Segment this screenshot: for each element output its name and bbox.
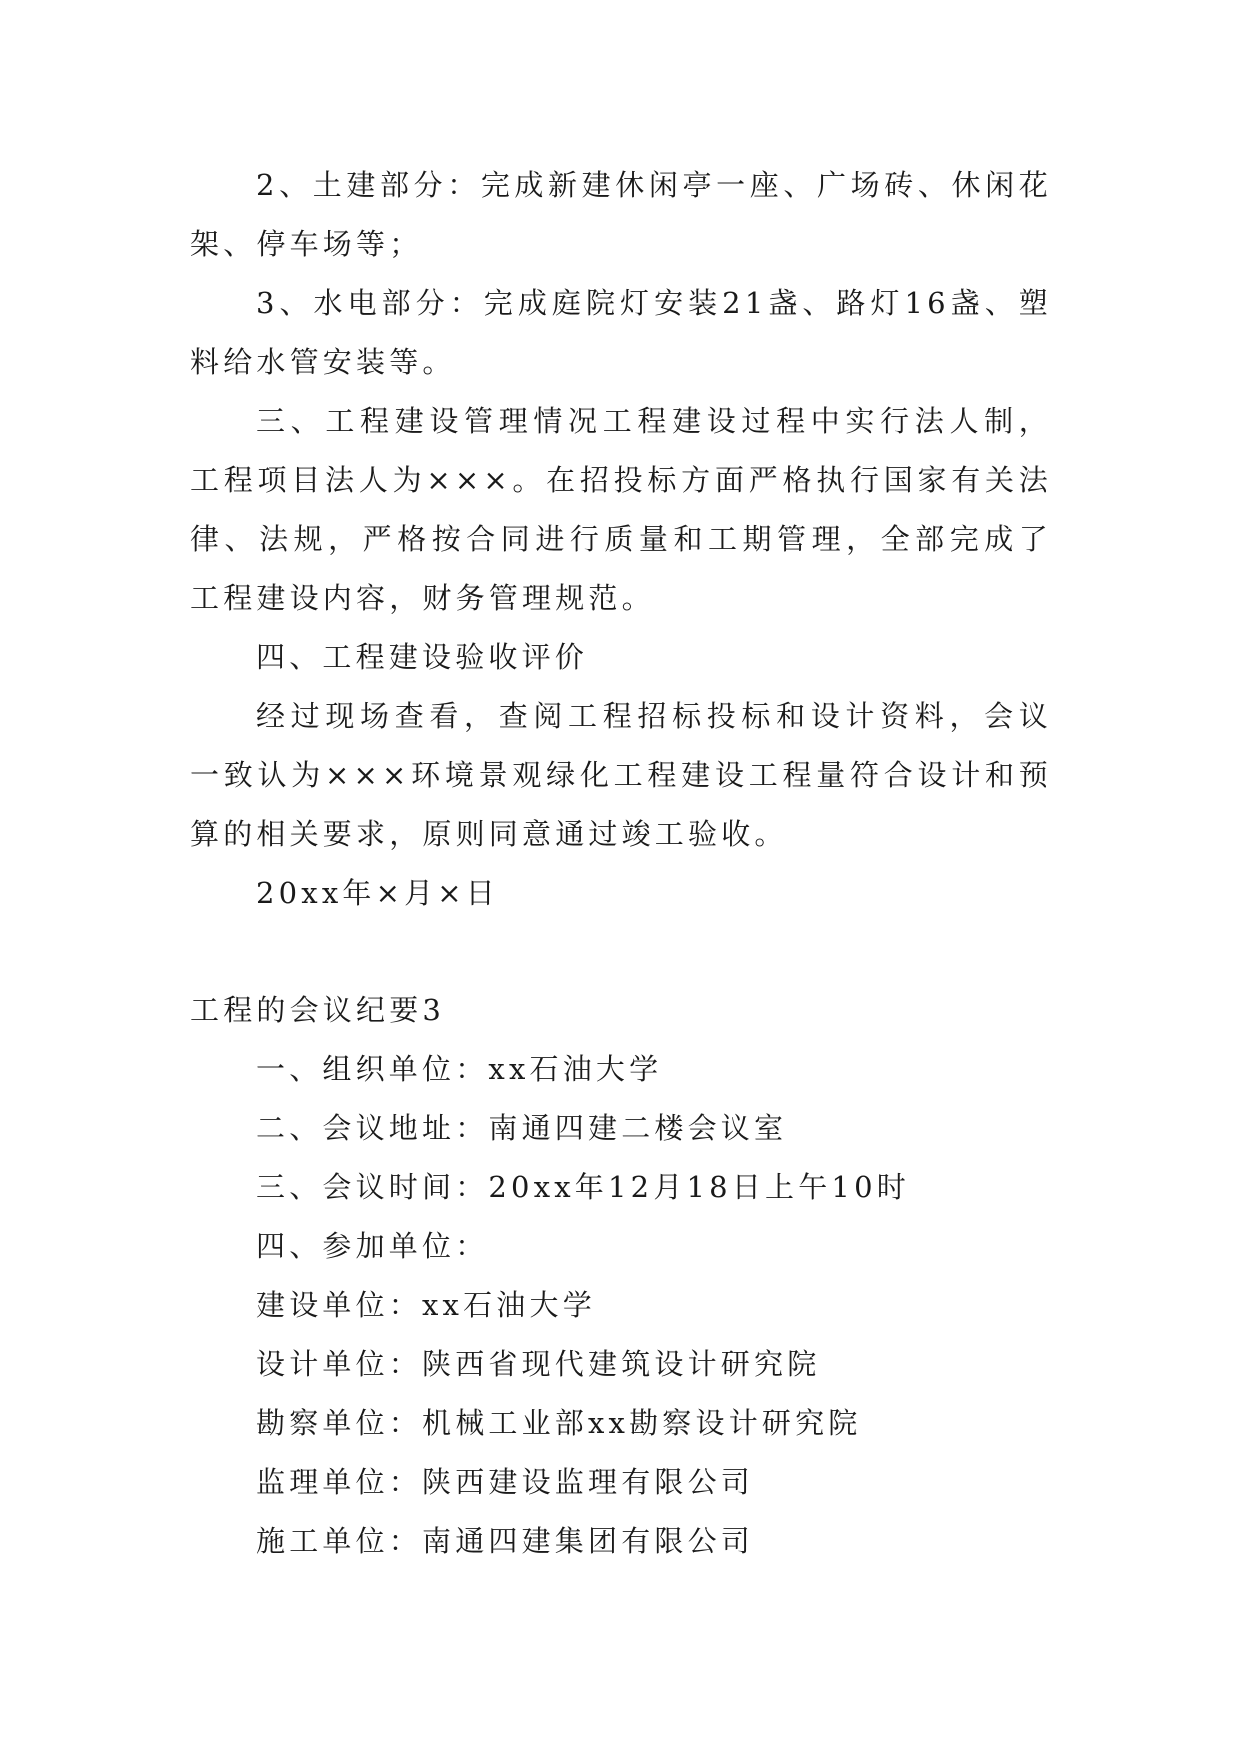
paragraph-acceptance-evaluation: 经过现场查看，查阅工程招标投标和设计资料，会议一致认为×××环境景观绿化工程建设工程量符合设计和预算的相关要求，原则同意通过竣工验收。 — [190, 699, 1052, 851]
list-item-contractor-unit: 施工单位：南通四建集团有限公司 — [256, 1524, 755, 1558]
meeting-details-list — [190, 1040, 1052, 1571]
list-item-design-unit: 设计单位：陕西省现代建筑设计研究院 — [256, 1347, 821, 1381]
paragraph-water-electric: 3、水电部分：完成庭院灯安装21盏、路灯16盏、塑料给水管安装等。 — [190, 286, 1052, 379]
list-item-participants-heading: 四、参加单位： — [256, 1229, 489, 1263]
section-spacer — [190, 923, 1052, 981]
paragraph-construction-management: 三、工程建设管理情况工程建设过程中实行法人制，工程项目法人为×××。在招投标方面严格执行国家有关法律、法规，严格按合同进行质量和工期管理，全部完成了工程建设内容，财务管理规范。 — [190, 404, 1052, 615]
list-item-survey-unit: 勘察单位：机械工业部xx勘察设计研究院 — [256, 1406, 862, 1440]
list-item-meeting-time: 三、会议时间：20xx年12月18日上午10时 — [256, 1170, 910, 1204]
document-date: 20xx年×月×日 — [256, 876, 500, 910]
list-item-construction-unit: 建设单位：xx石油大学 — [256, 1288, 596, 1322]
list-item-meeting-location: 二、会议地址：南通四建二楼会议室 — [256, 1111, 788, 1145]
heading-acceptance-evaluation: 四、工程建设验收评价 — [256, 640, 589, 674]
list-item-organizer: 一、组织单位：xx石油大学 — [256, 1052, 663, 1086]
paragraph-civil-works: 2、土建部分：完成新建休闲亭一座、广场砖、休闲花架、停车场等； — [190, 168, 1052, 261]
list-item-supervision-unit: 监理单位：陕西建设监理有限公司 — [256, 1465, 755, 1499]
section-title: 工程的会议纪要3 — [190, 993, 446, 1027]
document-body — [190, 156, 1052, 1571]
